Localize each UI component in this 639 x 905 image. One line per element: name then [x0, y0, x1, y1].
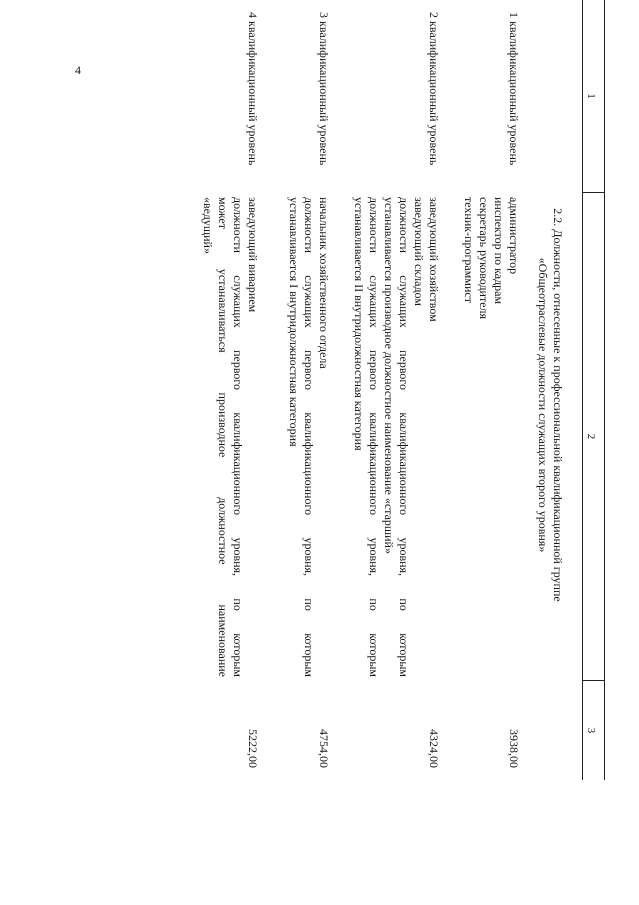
position-line: может устанавливаться производное должностное наименование: [216, 197, 230, 677]
position-line: устанавливается I внутридолжностная категория: [287, 197, 301, 447]
position-line: должности служащих первого квалификационного уровня, по которым: [397, 197, 411, 677]
section-title: [535, 195, 565, 615]
page-number: 4: [75, 63, 81, 77]
position-line: «ведущий»: [201, 197, 215, 254]
position-line: заведующий виварием: [246, 197, 260, 313]
position-line: техник-программист: [462, 197, 476, 303]
position-line: секретарь руководителя: [477, 197, 491, 320]
position-line: начальник хозяйственного отдела: [317, 197, 331, 369]
position-line: инспектор по кадрам: [492, 197, 506, 305]
qualification-level: 3 квалификационный уровень: [317, 12, 331, 166]
salary-value: 4324,00: [427, 729, 441, 768]
table-top-rule: [604, 0, 605, 780]
position-line: заведующий хозяйством: [427, 197, 441, 322]
salary-value: 5222,00: [246, 729, 260, 768]
salary-value: 4754,00: [317, 729, 331, 768]
header-col-1: 1: [585, 93, 597, 99]
positions-list: [351, 197, 441, 677]
position-line: устанавливается производное должностное наименование «старший»: [382, 197, 396, 554]
rotated-table-sheet: [125, 0, 605, 780]
position-line: должности служащих первого квалификационного уровня, по которым: [367, 197, 381, 677]
positions-list: [286, 197, 331, 677]
section-title-line-2: «Общеотраслевые должности служащих второго уровня»: [536, 257, 550, 553]
positions-list: [200, 197, 260, 677]
position-line: должности служащих первого квалификационного уровня, по которым: [302, 197, 316, 677]
header-col-3: 3: [585, 727, 597, 734]
section-title-line-1: 2.2. Должности, отнесенные к профессиональной квалификационной группе: [551, 208, 565, 602]
qualification-level: 1 квалификационный уровень: [507, 12, 521, 166]
positions-list: [461, 197, 521, 677]
position-line: должности служащих первого квалификационного уровня, по которым: [231, 197, 245, 677]
position-line: администратор: [507, 197, 521, 275]
header-col-2: 2: [585, 433, 597, 440]
qualification-level: 2 квалификационный уровень: [427, 12, 441, 166]
qualification-level: 4 квалификационный уровень: [246, 12, 260, 166]
salary-value: 3938,00: [507, 729, 521, 768]
position-line: устанавливается II внутридолжностная категория: [352, 197, 366, 451]
position-line: заведующий складом: [412, 197, 426, 306]
